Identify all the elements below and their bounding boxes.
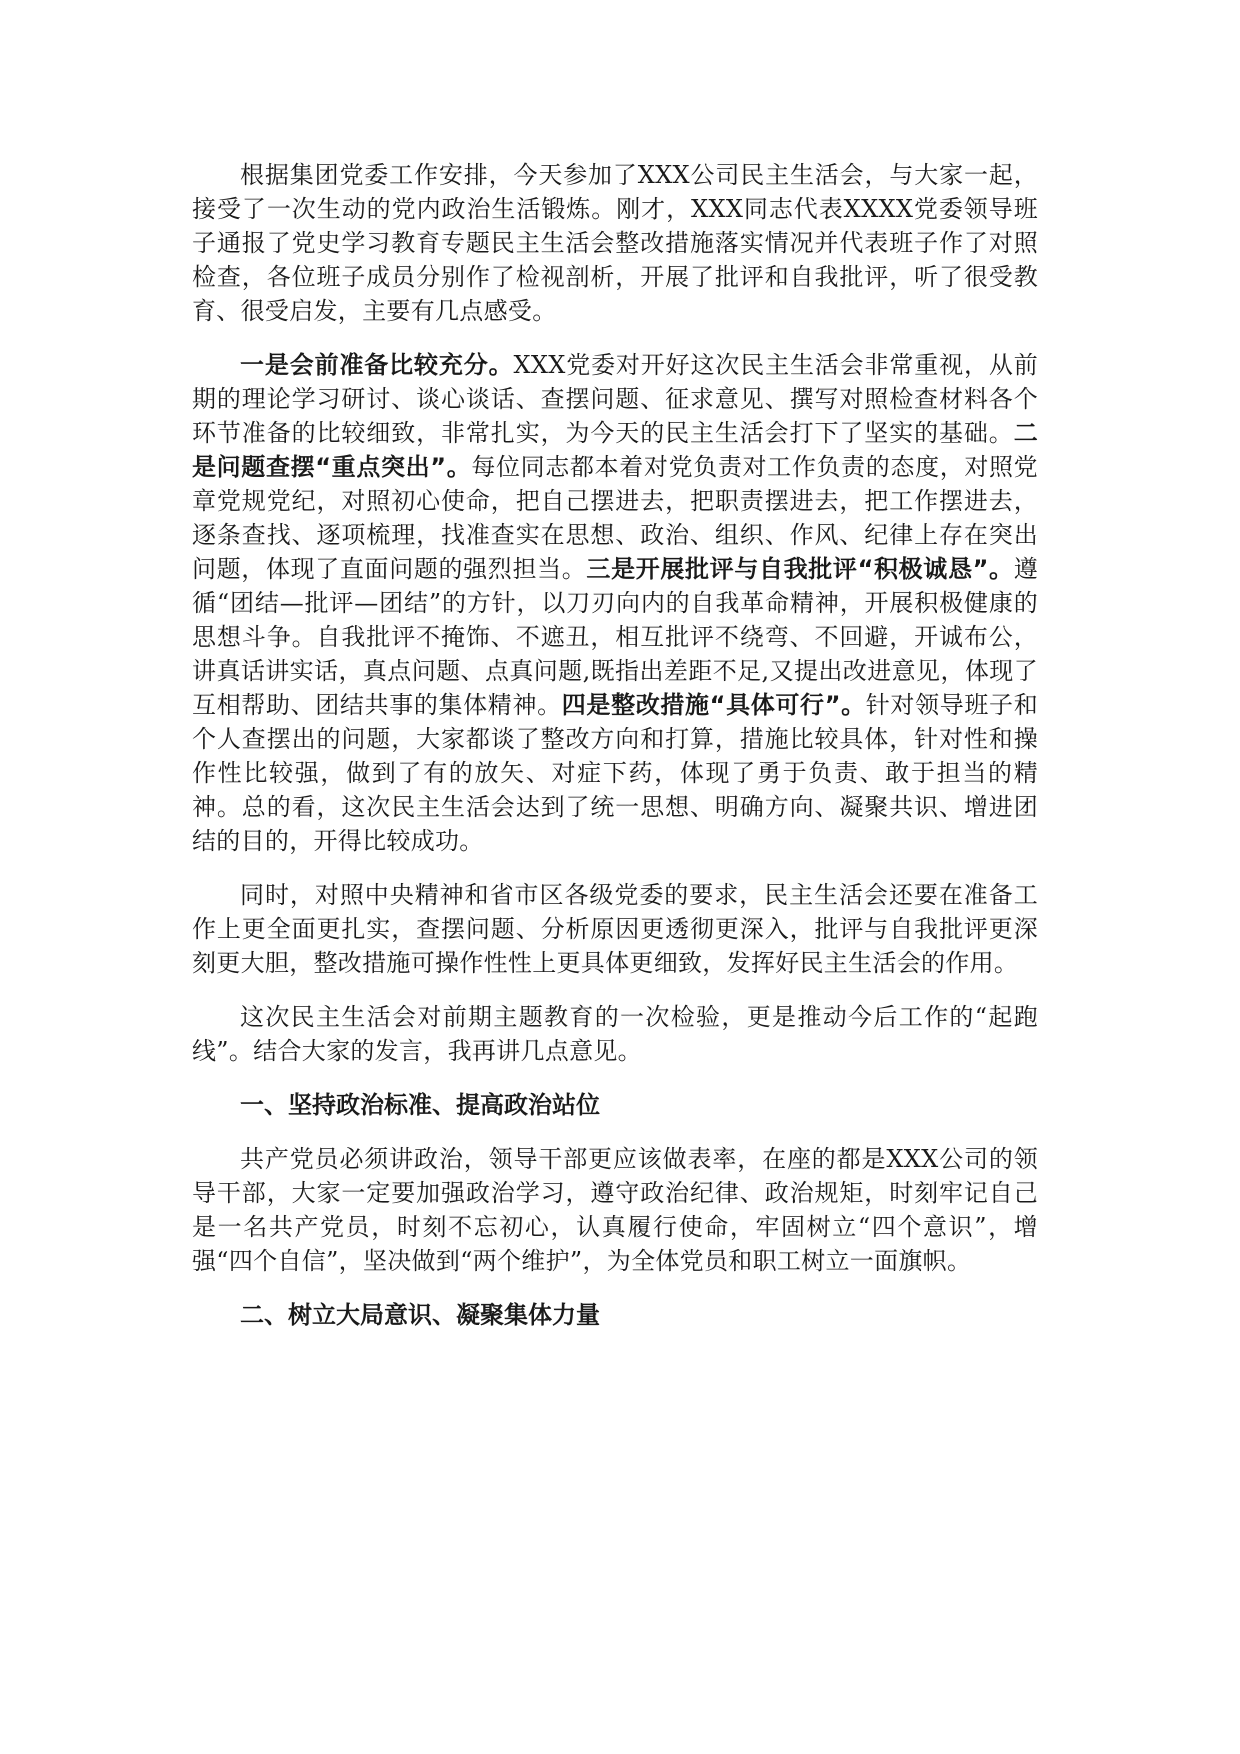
point-two-text: 每位同志都本着对党负责对工作负责的态度，对照党章党规党纪，对照初心使命，把自己摆进去，把职责摆进去，把工作摆进去，逐条查找、逐项梳理，找准查实在思想、政治、组织、作风、纪律上存在突出问题，体现了直面问题的强烈担当。 [192,453,1038,583]
paragraph-politics: 共产党员必须讲政治，领导干部更应该做表率，在座的都是XXX公司的领导干部，大家一定要加强政治学习，遵守政治纪律、政治规矩，时刻牢记自己是一名共产党员，时刻不忘初心，认真履行使命，牢固树立“四个意识”，增强“四个自信”，坚决做到“两个维护”，为全体党员和职工树立一面旗帜。 [192,1145,1038,1275]
point-four-title: 四是整改措施“具体可行”。 [561,691,866,719]
point-four-text: 针对领导班子和个人查摆出的问题，大家都谈了整改方向和打算，措施比较具体，针对性和操作性比较强，做到了有的放矢、对症下药，体现了勇于负责、敢于担当的精神。总的看，这次民主生活会达到了统一思想、明确方向、凝聚共识、增进团结的目的，开得比较成功。 [192,691,1038,855]
paragraph-transition: 这次民主生活会对前期主题教育的一次检验，更是推动今后工作的“起跑线”。结合大家的发言，我再讲几点意见。 [192,1003,1038,1065]
paragraph-requirements: 同时，对照中央精神和省市区各级党委的要求，民主生活会还要在准备工作上更全面更扎实，查摆问题、分析原因更透彻更深入，批评与自我批评更深刻更大胆，整改措施可操作性性上更具体更细致，发挥好民主生活会的作用。 [192,881,1038,977]
point-two-title: 二是问题查摆“重点突出”。 [192,419,1038,481]
document-page [192,158,1038,1352]
point-three-text: 遵循“团结—批评—团结”的方针，以刀刃向内的自我革命精神，开展积极健康的思想斗争。自我批评不掩饰、不遮丑，相互批评不绕弯、不回避，开诚布公，讲真话讲实话，真点问题、点真问题,既指出差距不足,又提出改进意见，体现了互相帮助、团结共事的集体精神。 [192,555,1038,719]
section-heading-1: 一、坚持政治标准、提高政治站位 [240,1091,600,1119]
point-three-title: 三是开展批评与自我批评“积极诚恳”。 [586,555,1014,583]
point-one-title: 一是会前准备比较充分。 [240,351,514,379]
paragraph-feelings [192,348,1038,858]
point-one-text: XXX党委对开好这次民主生活会非常重视，从前期的理论学习研讨、谈心谈话、查摆问题、征求意见、撰写对照检查材料各个环节准备的比较细致，非常扎实，为今天的民主生活会打下了坚实的基础。 [192,351,1038,447]
section-heading-2: 二、树立大局意识、凝聚集体力量 [240,1301,600,1329]
paragraph-intro: 根据集团党委工作安排，今天参加了XXX公司民主生活会，与大家一起，接受了一次生动的党内政治生活锻炼。刚才，XXX同志代表XXXX党委领导班子通报了党史学习教育专题民主生活会整改措施落实情况并代表班子作了对照检查，各位班子成员分别作了检视剖析，开展了批评和自我批评，听了很受教育、很受启发，主要有几点感受。 [192,161,1038,325]
